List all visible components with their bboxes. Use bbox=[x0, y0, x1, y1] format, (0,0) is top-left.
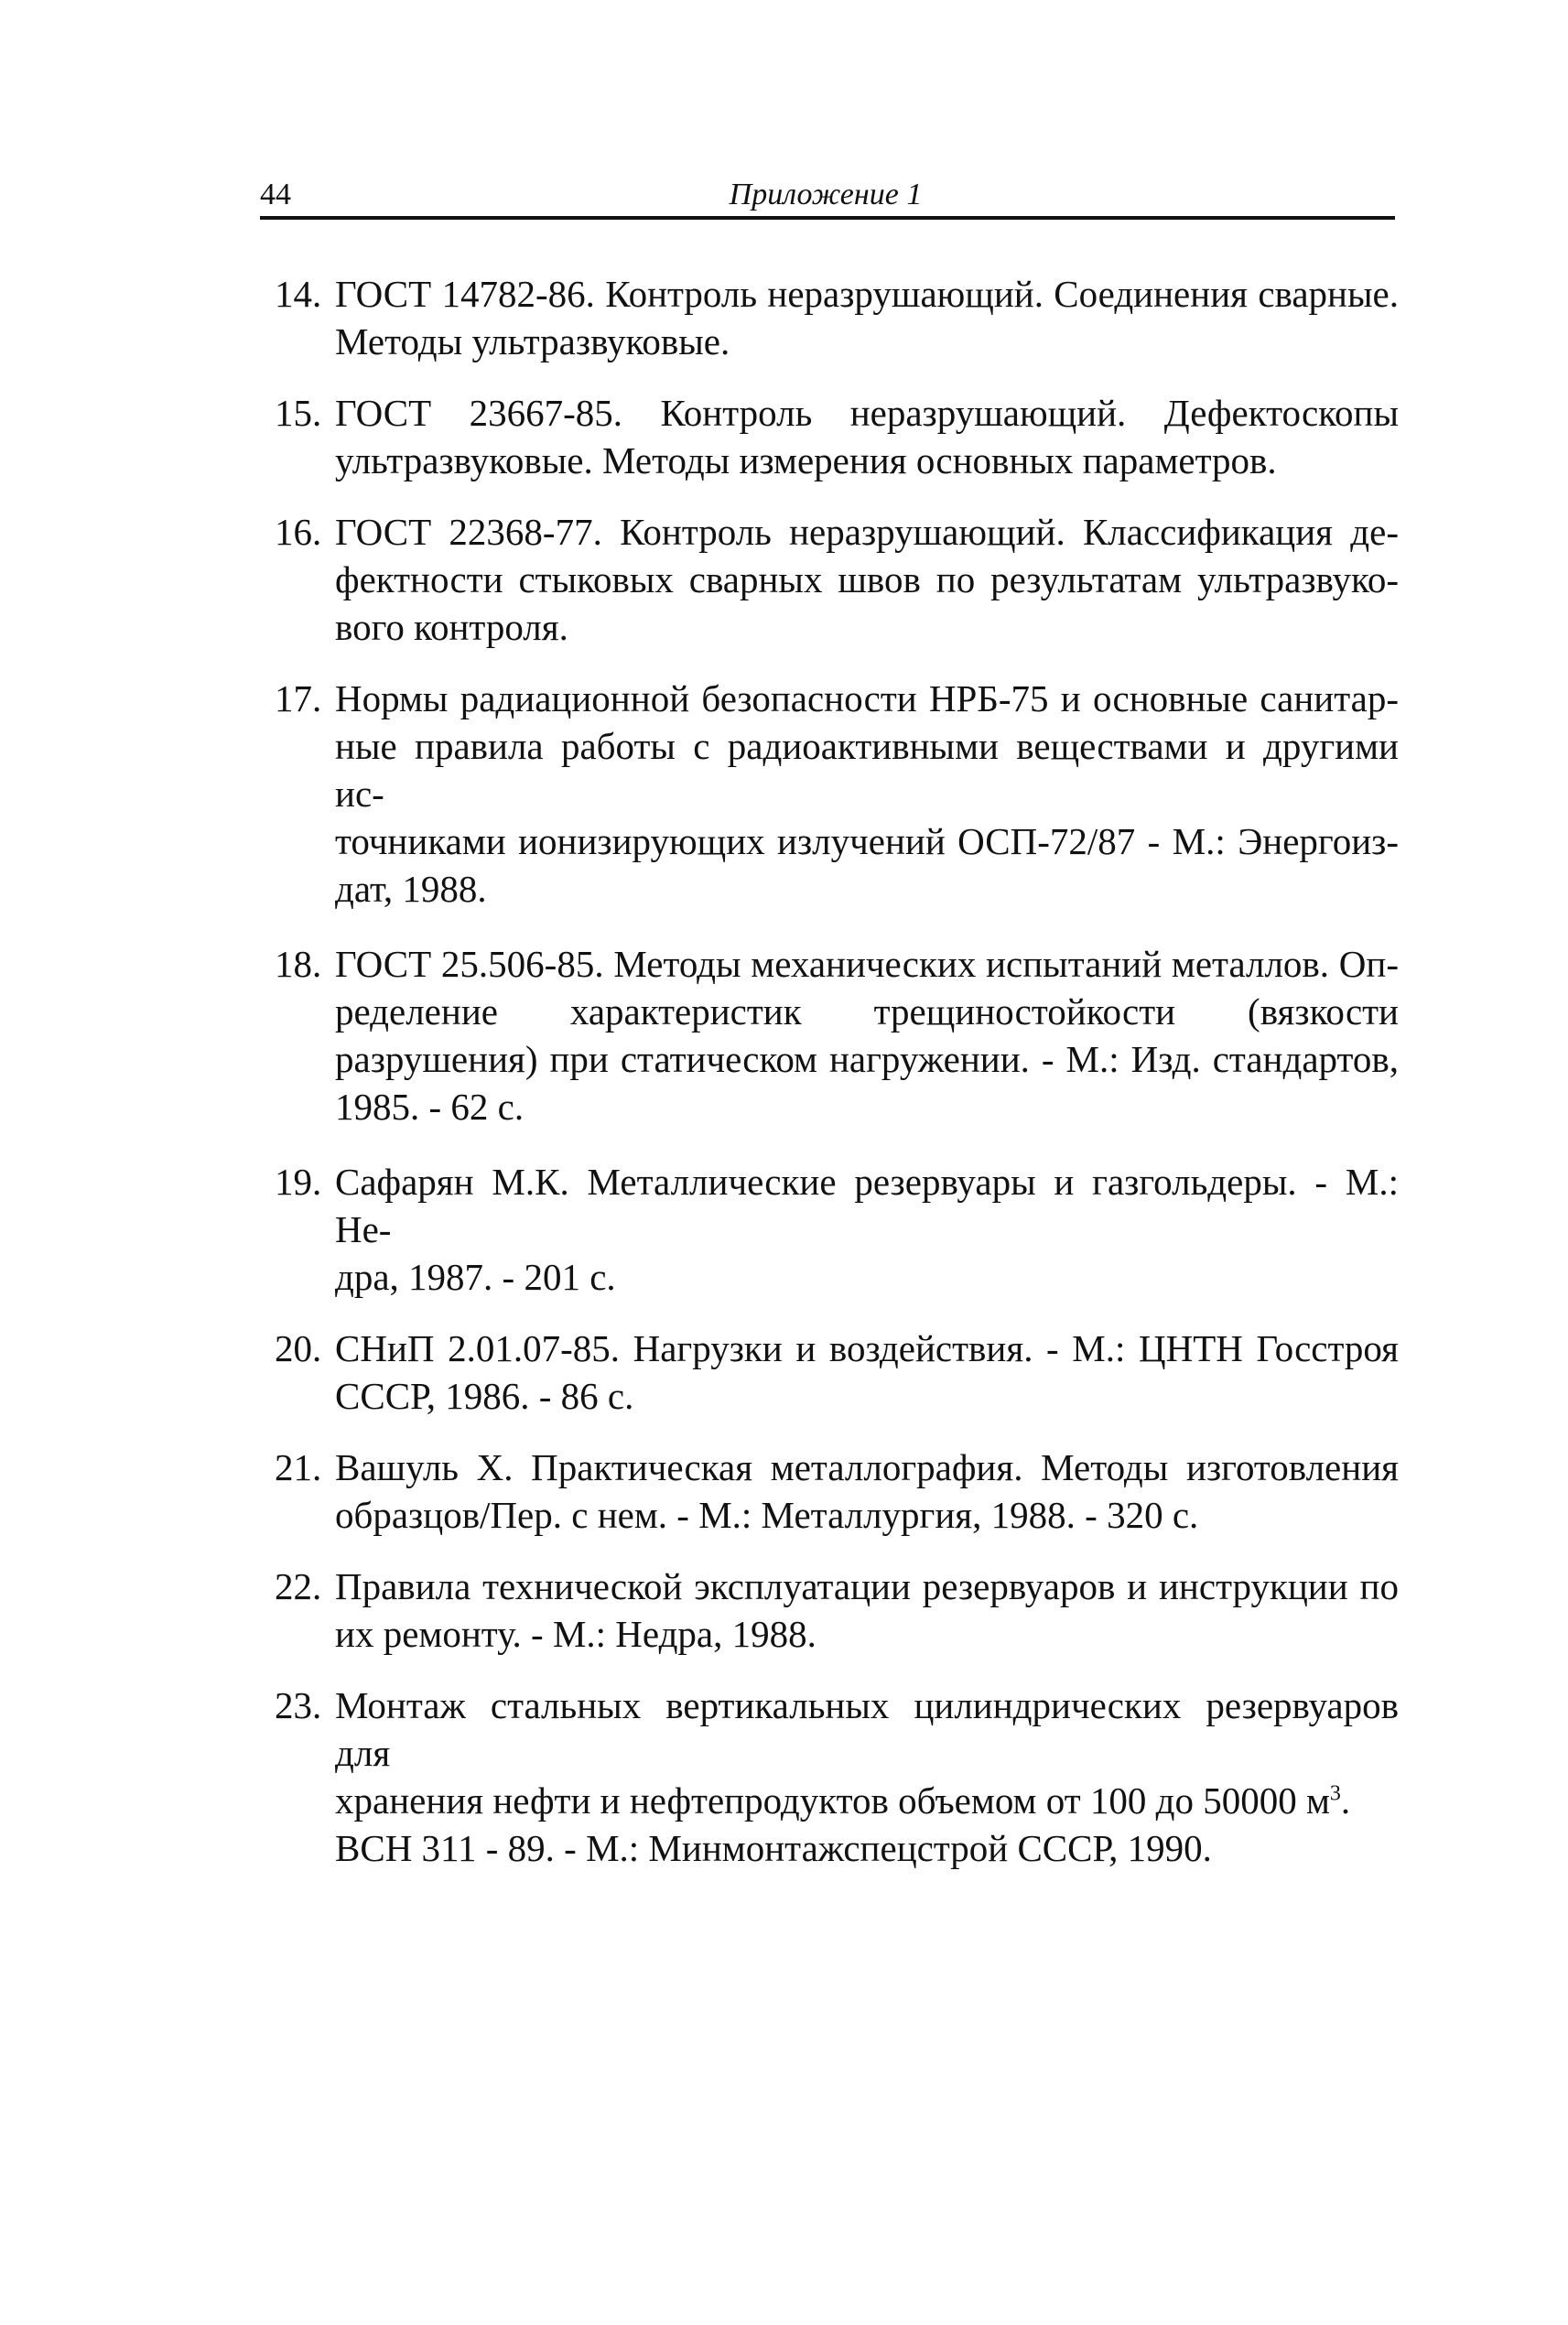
reference-number: 18. bbox=[275, 943, 322, 985]
item-spacer bbox=[275, 1658, 1399, 1682]
reference-line: Монтаж стальных вертикальных цилиндрических резервуаров для bbox=[335, 1684, 1399, 1774]
section-title: Приложение 1 bbox=[729, 178, 923, 211]
reference-number: 15. bbox=[275, 392, 322, 434]
reference-number: 23. bbox=[275, 1684, 322, 1726]
item-spacer bbox=[275, 1420, 1399, 1444]
item-spacer bbox=[275, 1539, 1399, 1563]
reference-line: вого контроля. bbox=[335, 606, 568, 648]
reference-item-21 bbox=[275, 1444, 1399, 1539]
header-rule bbox=[260, 216, 1395, 220]
reference-item-15 bbox=[275, 389, 1399, 484]
reference-number: 17. bbox=[275, 677, 322, 719]
reference-line: Методы ультразвуковые. bbox=[335, 320, 730, 362]
reference-line: ультразвуковые. Методы измерения основных параметров. bbox=[335, 439, 1277, 481]
reference-number: 20. bbox=[275, 1327, 322, 1369]
superscript-exponent: 3 bbox=[1329, 1781, 1341, 1806]
reference-line-text: хранения нефти и нефтепродуктов объемом от 100 до 50000 м bbox=[335, 1779, 1330, 1822]
item-spacer bbox=[275, 1130, 1399, 1158]
reference-line: точниками ионизирующих излучений ОСП-72/87 - М.: Энергоиз- bbox=[335, 820, 1399, 862]
reference-list bbox=[275, 270, 1399, 1872]
reference-line: ГОСТ 14782-86. Контроль неразрушающий. Соединения сварные. bbox=[335, 273, 1399, 315]
reference-line: ГОСТ 25.506-85. Методы механических испытаний металлов. Оп- bbox=[335, 943, 1399, 985]
reference-item-17 bbox=[275, 675, 1399, 913]
item-spacer bbox=[275, 365, 1399, 389]
reference-line: Нормы радиационной безопасности НРБ-75 и основные санитар- bbox=[335, 677, 1399, 719]
reference-number: 19. bbox=[275, 1161, 322, 1203]
item-spacer bbox=[275, 651, 1399, 675]
reference-item-20 bbox=[275, 1325, 1399, 1420]
reference-item-19 bbox=[275, 1158, 1399, 1301]
reference-number: 22. bbox=[275, 1565, 322, 1607]
running-header bbox=[260, 174, 1391, 216]
reference-line: ВСН 311 - 89. - М.: Минмонтажспецстрой СССР, 1990. bbox=[335, 1827, 1212, 1869]
reference-item-16 bbox=[275, 508, 1399, 651]
superscript-suffix: . bbox=[1340, 1779, 1351, 1822]
reference-line: фектности стыковых сварных швов по результатам ультразвуко- bbox=[335, 558, 1399, 600]
item-spacer bbox=[275, 484, 1399, 508]
reference-line-with-superscript bbox=[335, 1777, 1399, 1824]
reference-number: 21. bbox=[275, 1446, 322, 1488]
reference-line: дра, 1987. - 201 с. bbox=[335, 1256, 616, 1298]
reference-line: образцов/Пер. с нем. - М.: Металлургия, 1988. - 320 с. bbox=[335, 1494, 1199, 1536]
page-number: 44 bbox=[260, 178, 291, 211]
reference-item-22 bbox=[275, 1563, 1399, 1658]
reference-line: СССР, 1986. - 86 с. bbox=[335, 1375, 634, 1417]
reference-line: их ремонту. - М.: Недра, 1988. bbox=[335, 1613, 816, 1655]
reference-line: ределение характеристик трещиностойкости (вязкости bbox=[335, 990, 1399, 1033]
reference-item-14 bbox=[275, 270, 1399, 365]
item-spacer bbox=[275, 913, 1399, 940]
reference-line: 1985. - 62 с. bbox=[335, 1086, 524, 1128]
reference-line: ГОСТ 22368-77. Контроль неразрушающий. Классификация де- bbox=[335, 511, 1399, 553]
reference-line: дат, 1988. bbox=[335, 868, 487, 910]
reference-item-18 bbox=[275, 940, 1399, 1130]
reference-line: ные правила работы с радиоактивными веществами и другими ис- bbox=[335, 725, 1399, 815]
reference-line: Вашуль Х. Практическая металлография. Методы изготовления bbox=[335, 1446, 1399, 1488]
reference-line: Сафарян М.К. Металлические резервуары и газгольдеры. - М.: Не- bbox=[335, 1161, 1399, 1250]
reference-line: ГОСТ 23667-85. Контроль неразрушающий. Дефектоскопы bbox=[335, 392, 1399, 434]
reference-number: 14. bbox=[275, 273, 322, 315]
reference-number: 16. bbox=[275, 511, 322, 553]
item-spacer bbox=[275, 1301, 1399, 1325]
reference-line: Правила технической эксплуатации резервуаров и инструкции по bbox=[335, 1565, 1399, 1607]
reference-line: СНиП 2.01.07-85. Нагрузки и воздействия. - М.: ЦНТН Госстроя bbox=[335, 1327, 1399, 1369]
reference-item-23 bbox=[275, 1682, 1399, 1872]
reference-line: разрушения) при статическом нагружении. - М.: Изд. стандартов, bbox=[335, 1038, 1399, 1080]
